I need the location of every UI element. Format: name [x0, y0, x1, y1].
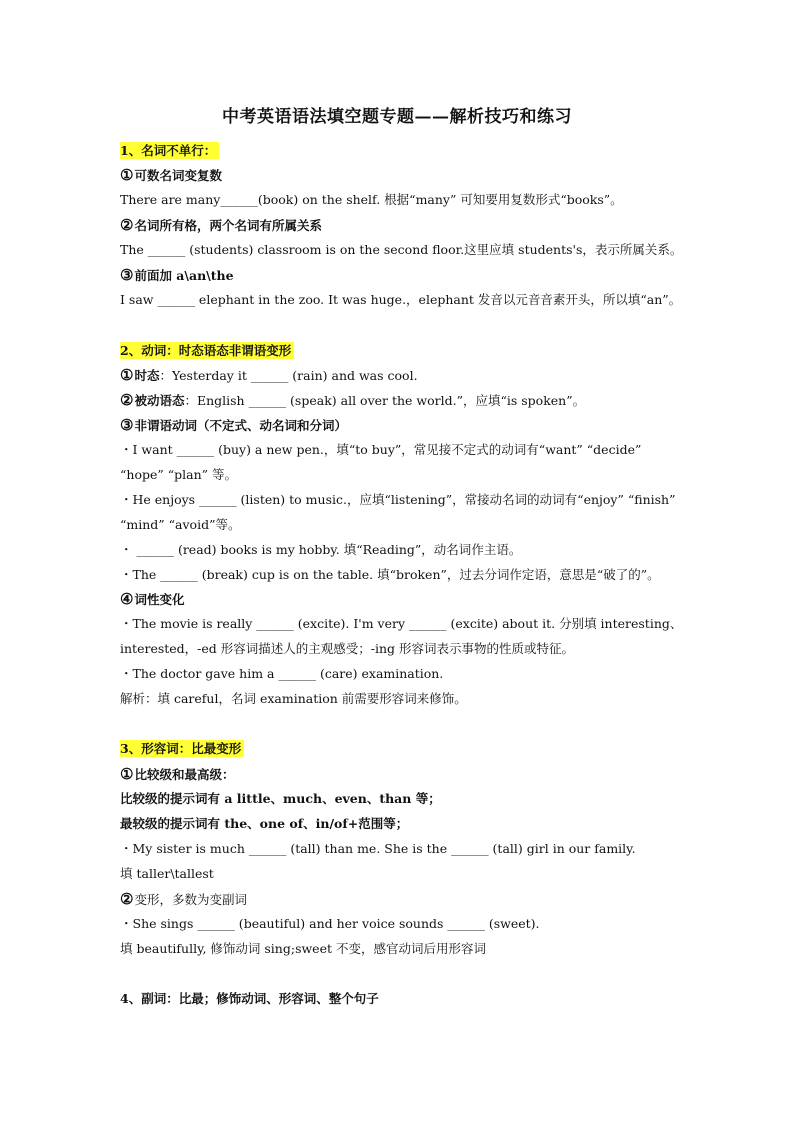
section-2-heading [120, 342, 680, 360]
s1-point-3-title [120, 266, 680, 285]
s2-bullet-1a: ・I want ______ (buy) a new pen.，填“to buy”，常见接不定式的动词有“want” “decide” [120, 442, 642, 457]
s1-point-3-text: I saw ______ elephant in the zoo. It was huge.，elephant 发音以元音音素开头，所以填“an”。 [120, 292, 682, 307]
s2-bullet-5a: ・The movie is really ______ (excite). I'm very ______ (excite) about it. 分别填 interesting、 [120, 616, 683, 631]
s2-bullet-6: ・The doctor gave him a ______ (care) examination. [120, 666, 444, 681]
circled-number-4: ④ [120, 590, 134, 608]
s3-point-2-text: 变形，多数为变副词 [134, 892, 247, 907]
s1-point-2-text: The ______ (students) classroom is on the second floor.这里应填 students's，表示所属关系。 [120, 242, 683, 257]
s1-point-1-text: There are many______(book) on the shelf. 根据“many” 可知要用复数形式“books”。 [120, 192, 623, 207]
s2-point-2-text: ：English ______ (speak) all over the world.”，应填“is spoken”。 [184, 393, 586, 408]
page-title: 中考英语语法填空题专题——解析技巧和练习 [222, 107, 572, 127]
s3-point-1-title-text: 比较级和最高级： [134, 767, 235, 782]
s2-point-1-label: 时态 [134, 368, 160, 383]
s2-point-2 [120, 391, 680, 410]
s2-point-1 [120, 366, 680, 385]
section-1-heading-text: 1、名词不单行： [120, 142, 219, 159]
circled-number-2: ② [120, 216, 134, 234]
s1-point-2-title [120, 216, 680, 235]
s3-point-2 [120, 890, 680, 909]
circled-number-2: ② [120, 391, 134, 409]
circled-number-3: ③ [120, 266, 134, 284]
s2-point-2-label: 被动语态 [134, 393, 185, 408]
section-3-heading-text: 3、形容词：比最变形 [120, 740, 244, 757]
section-4-heading: 4、副词：比最；修饰动词、形容词、整个句子 [120, 991, 379, 1006]
s2-bullet-2b: “mind” “avoid”等。 [120, 517, 241, 532]
s1-point-2-title-text: 名词所有格，两个名词有所属关系 [134, 218, 322, 233]
s3-bold-line-2: 最较级的提示词有 the、one of、in/of+范围等； [120, 816, 409, 831]
s2-bullet-4: ・The ______ (break) cup is on the table. 填“broken”，过去分词作定语，意思是“破了的”。 [120, 567, 660, 582]
s2-bullet-5b: interested，-ed 形容词描述人的主观感受；-ing 形容词表示事物的性质或特征。 [120, 641, 575, 656]
s3-point-1-title [120, 765, 680, 784]
circled-number-1: ① [120, 765, 134, 783]
s3-bold-line-1: 比较级的提示词有 a little、much、even、than 等； [120, 791, 441, 806]
section-1-heading [120, 142, 680, 160]
s3-bullet-1: ・My sister is much ______ (tall) than me. She is the ______ (tall) girl in our family. [120, 841, 636, 856]
s2-bullet-1b: “hope” “plan” 等。 [120, 467, 237, 482]
s2-point-1-text: ：Yesterday it ______ (rain) and was cool. [159, 368, 418, 383]
s2-bullet-7: 解析：填 careful，名词 examination 前需要形容词来修饰。 [120, 691, 467, 706]
circled-number-1: ① [120, 366, 134, 384]
s2-bullet-3: ・ ______ (read) books is my hobby. 填“Reading”，动名词作主语。 [120, 542, 522, 557]
section-3-heading [120, 740, 680, 758]
s2-point-4-title [120, 590, 680, 609]
circled-number-1: ① [120, 166, 134, 184]
s1-point-1-title-text: 可数名词变复数 [134, 168, 222, 183]
s2-point-3-title [120, 416, 680, 435]
s3-bullet-1-answer: 填 taller\tallest [120, 866, 214, 881]
s2-bullet-2a: ・He enjoys ______ (listen) to music.，应填“listening”，常接动名词的动词有“enjoy” “finish” [120, 492, 676, 507]
s2-point-4-title-text: 词性变化 [134, 592, 185, 607]
circled-number-2: ② [120, 890, 134, 908]
circled-number-3: ③ [120, 416, 134, 434]
s2-point-3-title-text: 非谓语动词（不定式、动名词和分词） [134, 418, 347, 433]
s1-point-3-title-text: 前面加 a\an\the [134, 268, 234, 283]
s3-bullet-2-answer: 填 beautifully, 修饰动词 sing;sweet 不变，感官动词后用形容词 [120, 941, 486, 956]
s1-point-1-title [120, 166, 680, 185]
section-2-heading-text: 2、动词：时态语态非谓语变形 [120, 342, 294, 359]
s3-bullet-2: ・She sings ______ (beautiful) and her voice sounds ______ (sweet). [120, 916, 540, 931]
